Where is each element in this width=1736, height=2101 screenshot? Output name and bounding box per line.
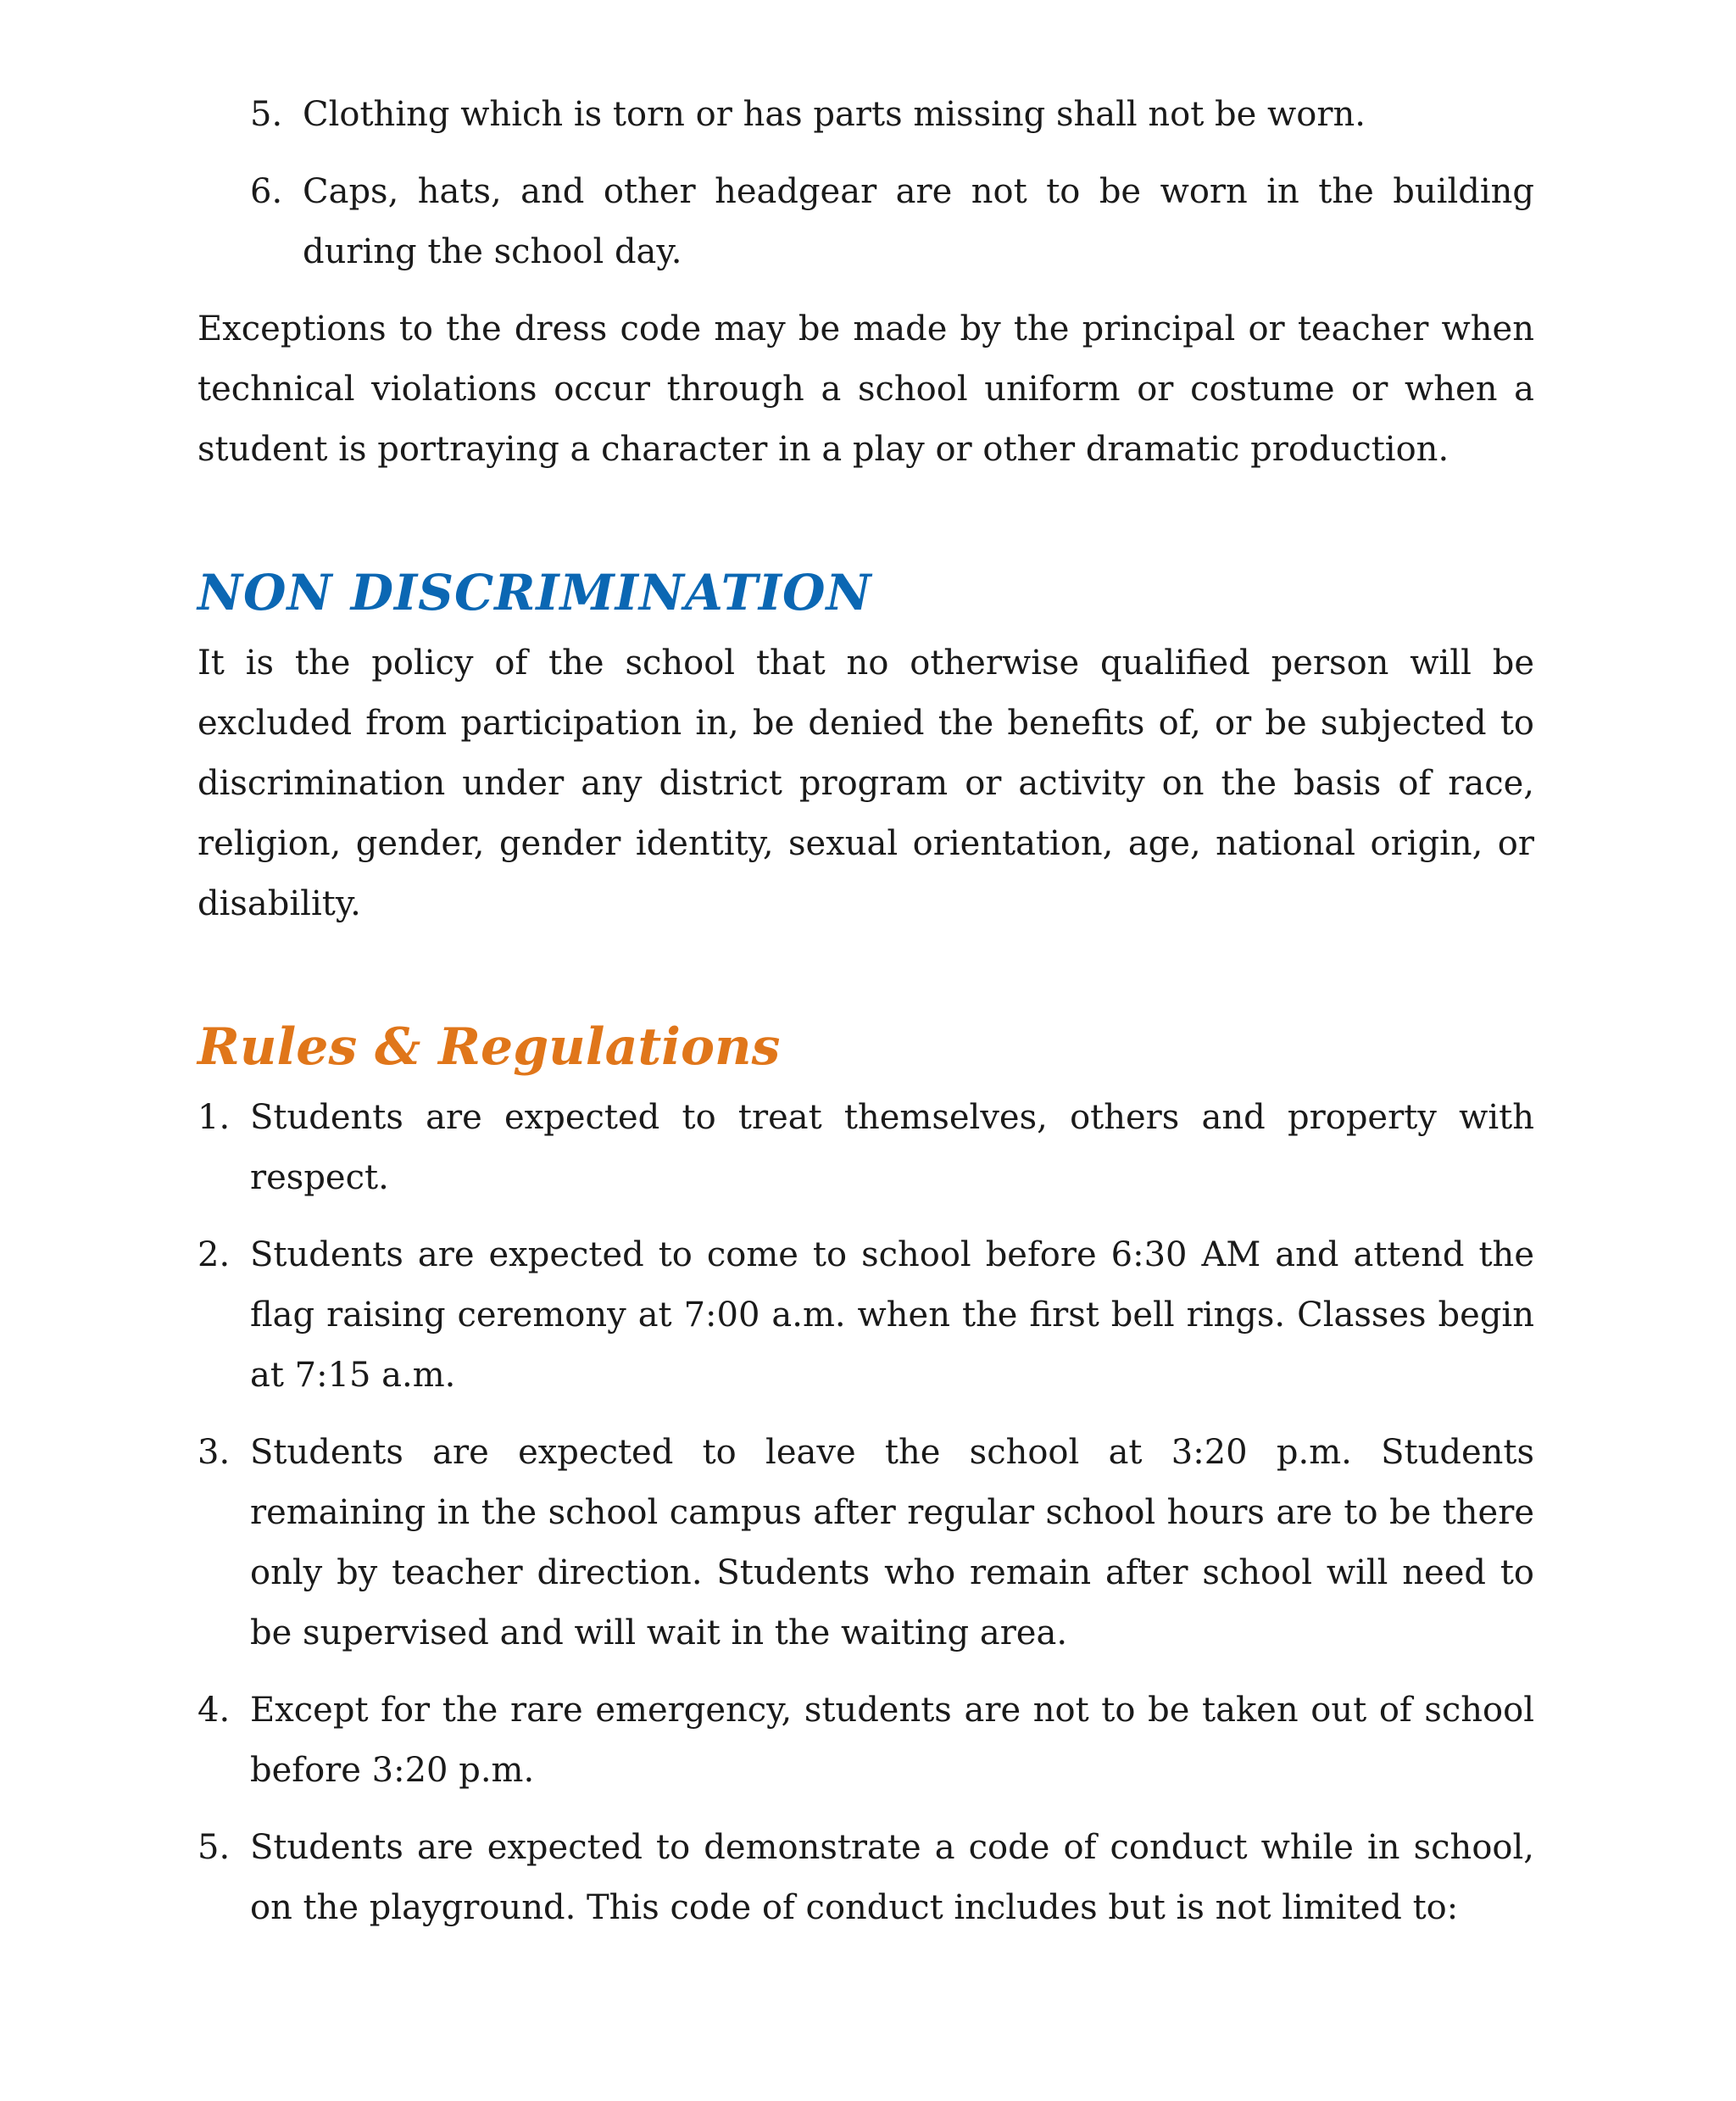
list-number: 5.	[198, 1828, 231, 1867]
list-item	[198, 1088, 1534, 1208]
list-number: 3.	[198, 1433, 231, 1472]
list-item	[198, 1818, 1534, 1938]
dress-code-exceptions-paragraph: Exceptions to the dress code may be made by the principal or teacher when technical violations occur through a school uniform or costume or when a student is portraying a character in a play or other dramatic production.	[198, 309, 1534, 469]
list-text: Students are expected to leave the school at 3:20 p.m. Students remaining in the school campus after regular school hours are to be there only by teacher direction. Students who remain after school will need to be supervised and will wait in the waiting area.	[250, 1433, 1534, 1652]
list-text: Students are expected to come to school before 6:30 AM and attend the flag raising ceremony at 7:00 a.m. when the first bell rings. Classes begin at 7:15 a.m.	[250, 1235, 1534, 1395]
list-item	[198, 1680, 1534, 1801]
list-item	[250, 162, 1534, 282]
rules-heading: Rules & Regulations	[198, 1017, 781, 1077]
list-number: 4.	[198, 1691, 231, 1730]
list-number: 6.	[250, 172, 283, 211]
list-text: Clothing which is torn or has parts missing shall not be worn.	[303, 95, 1366, 134]
non-discrimination-paragraph: It is the policy of the school that no otherwise qualified person will be excluded from participation in, be denied the benefits of, or be subjected to discrimination under any district program or activity on the basis of race, religion, gender, gender identity, sexual orientation, age, national origin, or disability.	[198, 644, 1534, 923]
rules-list	[198, 1088, 1534, 1938]
list-number: 1.	[198, 1098, 231, 1137]
document-page	[198, 85, 1534, 1955]
dress-code-list	[250, 85, 1534, 282]
list-text: Students are expected to treat themselves, others and property with respect.	[250, 1098, 1534, 1197]
list-text: Except for the rare emergency, students are not to be taken out of school before 3:20 p.m.	[250, 1691, 1534, 1790]
list-item	[198, 1423, 1534, 1664]
list-number: 2.	[198, 1235, 231, 1274]
list-item	[198, 1225, 1534, 1406]
list-number: 5.	[250, 95, 283, 134]
list-text: Caps, hats, and other headgear are not to be worn in the building during the school day.	[303, 172, 1534, 271]
non-discrimination-heading: NON DISCRIMINATION	[198, 564, 872, 621]
list-item	[250, 85, 1534, 145]
list-text: Students are expected to demonstrate a code of conduct while in school, on the playground. This code of conduct includes but is not limited to:	[250, 1828, 1534, 1927]
